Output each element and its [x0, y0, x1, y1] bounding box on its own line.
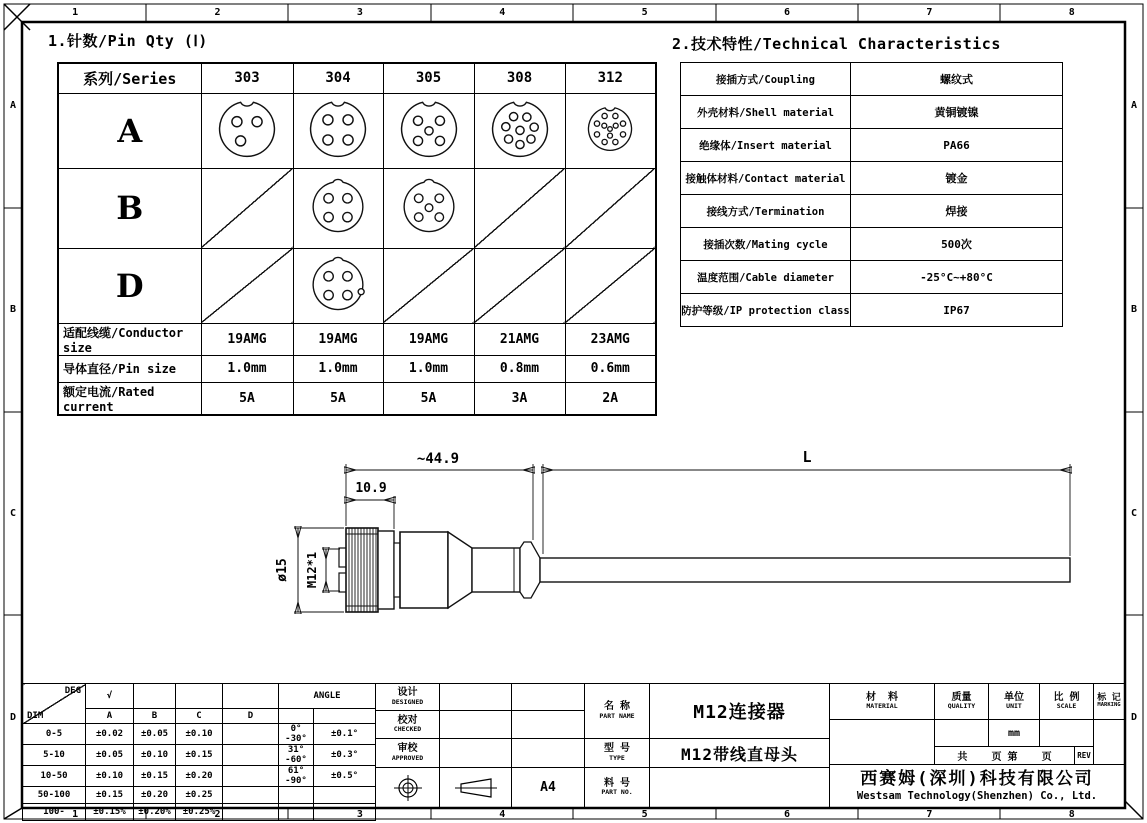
tol-value: ±0.15 [86, 787, 134, 804]
termination-value: 焊接 [851, 195, 1063, 228]
dim-thread-text: M12*1 [305, 551, 319, 589]
rated-current-308: 3A [474, 382, 565, 415]
unit-value: mm [988, 719, 1040, 747]
tol-value [223, 766, 279, 787]
angle-tol: ±0.5° [314, 766, 376, 787]
tol-range: 0-5 [23, 724, 86, 745]
empty-cell [279, 709, 314, 724]
technical-characteristics-table [680, 62, 1063, 327]
series-312: 312 [565, 63, 656, 93]
rated-current-303: 5A [201, 382, 293, 415]
conductor-size-304: 19AMG [293, 323, 383, 355]
checked-date [511, 710, 585, 739]
row-d-label: D [58, 248, 201, 323]
rated-current-312: 2A [565, 382, 656, 415]
dim-cable-length-text: L [802, 448, 812, 466]
tol-range: 10-50 [23, 766, 86, 787]
designed-label: 设计 DESIGNED [375, 683, 440, 711]
rated-current-304: 5A [293, 382, 383, 415]
connector-face-b5pin-icon [399, 176, 459, 236]
tol-value: ±0.10 [134, 745, 176, 766]
termination-label: 接线方式/Termination [681, 195, 851, 228]
tol-range: 100- [23, 804, 86, 821]
connector-face-3pin-icon [215, 97, 279, 161]
checked-signature [439, 710, 512, 739]
angle-tol [314, 787, 376, 804]
contact-material-value: 镀金 [851, 162, 1063, 195]
connector-face-4pin-icon [306, 97, 370, 161]
tol-col-d: D [223, 709, 279, 724]
angle-header: ANGLE [279, 684, 376, 709]
angle-range [279, 804, 314, 821]
tol-value [223, 745, 279, 766]
conductor-size-305: 19AMG [383, 323, 474, 355]
mating-cycle-label: 接插次数/Mating cycle [681, 228, 851, 261]
tol-range: 50-100 [23, 787, 86, 804]
empty-cell [474, 248, 565, 323]
unit-label: 单位 UNIT [988, 683, 1040, 720]
empty-cell [565, 168, 656, 248]
empty-cell [201, 248, 293, 323]
tol-value: ±0.25 [176, 787, 223, 804]
tol-col-b: B [134, 709, 176, 724]
company-name-en: Westsam Technology(Shenzhen) Co., Ltd. [856, 789, 1098, 802]
series-308: 308 [474, 63, 565, 93]
pin-size-303: 1.0mm [201, 355, 293, 382]
temperature-range-label: 温度范围/Cable diameter [681, 261, 851, 294]
shell-material-value: 黄铜镀镍 [851, 96, 1063, 129]
empty-cell [176, 684, 223, 709]
face-b-304 [293, 168, 383, 248]
ip-class-label: 防护等级/IP protection class [681, 294, 851, 327]
tol-value: ±0.05 [86, 745, 134, 766]
angle-range: 61° -90° [279, 766, 314, 787]
scale-value [1039, 719, 1094, 747]
connector-face-d4pin-icon [308, 254, 368, 314]
designed-signature [439, 683, 512, 711]
pin-size-304: 1.0mm [293, 355, 383, 382]
connector-face-8pin-icon [488, 97, 552, 161]
paper-size: A4 [511, 767, 585, 808]
tolerance-table [22, 683, 376, 821]
empty-cell [314, 709, 376, 724]
empty-cell [134, 684, 176, 709]
ip-class-value: IP67 [851, 294, 1063, 327]
rated-current-305: 5A [383, 382, 474, 415]
conductor-size-303: 19AMG [201, 323, 293, 355]
checked-label: 校对 CHECKED [375, 710, 440, 739]
approved-signature [439, 738, 512, 768]
tol-value: ±0.02 [86, 724, 134, 745]
scale-label: 比 例 SCALE [1039, 683, 1094, 720]
tol-value [223, 804, 279, 821]
angle-tol: ±0.1° [314, 724, 376, 745]
coupling-label: 接插方式/Coupling [681, 63, 851, 96]
rated-current-label: 额定电流/Rated current [58, 382, 201, 415]
face-b-305 [383, 168, 474, 248]
conductor-size-308: 21AMG [474, 323, 565, 355]
face-a-312 [565, 93, 656, 168]
shell-material-label: 外壳材料/Shell material [681, 96, 851, 129]
tol-value: ±0.25% [176, 804, 223, 821]
designed-date [511, 683, 585, 711]
insert-material-value: PA66 [851, 129, 1063, 162]
tol-value: ±0.10 [86, 766, 134, 787]
empty-cell [565, 248, 656, 323]
pin-qty-table [57, 62, 657, 416]
empty-cell [383, 248, 474, 323]
dim-overall-text: ~44.9 [416, 451, 460, 467]
conductor-size-label: 适配线缆/Conductor size [58, 323, 201, 355]
quality-value [934, 719, 989, 747]
zone-numbers-top: 1 2 3 4 5 6 7 8 [72, 7, 1075, 18]
type-label: 型 号 TYPE [584, 738, 650, 768]
series-304: 304 [293, 63, 383, 93]
part-name-label: 名 称 PART NAME [584, 683, 650, 739]
tol-col-c: C [176, 709, 223, 724]
tol-value [223, 787, 279, 804]
tol-value [223, 724, 279, 745]
face-a-305 [383, 93, 474, 168]
face-d-304 [293, 248, 383, 323]
tol-value: ±0.20 [176, 766, 223, 787]
section1-title: 1.针数/Pin Qty (Ⅰ) [48, 32, 208, 50]
mating-cycle-value: 500次 [851, 228, 1063, 261]
angle-range: 0° -30° [279, 724, 314, 745]
face-a-304 [293, 93, 383, 168]
pin-size-312: 0.6mm [565, 355, 656, 382]
tol-value: ±0.20% [134, 804, 176, 821]
row-b-label: B [58, 168, 201, 248]
material-value [829, 719, 935, 765]
material-label: 材 料 MATERIAL [829, 683, 935, 720]
first-angle-projection-icon [375, 767, 440, 808]
page-count: 共 页 第 页 [934, 746, 1075, 765]
temperature-range-value: -25°C~+80°C [851, 261, 1063, 294]
angle-tol: ±0.3° [314, 745, 376, 766]
contact-material-label: 接触体材料/Contact material [681, 162, 851, 195]
angle-range [279, 787, 314, 804]
pin-size-label: 导体直径/Pin size [58, 355, 201, 382]
series-305: 305 [383, 63, 474, 93]
tol-value: ±0.15 [176, 745, 223, 766]
company-name-zh: 西赛姆(深圳)科技有限公司 [860, 769, 1094, 790]
quality-label: 质量 QUALITY [934, 683, 989, 720]
series-header: 系列/Series [58, 63, 201, 93]
series-303: 303 [201, 63, 293, 93]
rev-label: REV [1074, 746, 1094, 765]
pin-size-305: 1.0mm [383, 355, 474, 382]
dim-nut-length-text: 10.9 [355, 481, 387, 496]
face-a-308 [474, 93, 565, 168]
tol-value: ±0.20 [134, 787, 176, 804]
type-value: M12带线直母头 [649, 738, 830, 768]
zone-letters-left: A B C D [9, 100, 17, 723]
tol-value: ±0.05 [134, 724, 176, 745]
surface-finish-symbol: √ [86, 684, 134, 709]
empty-cell [474, 168, 565, 248]
empty-cell [201, 168, 293, 248]
marking-label: 标 记 MARKING [1093, 683, 1125, 720]
approved-label: 审校 APPROVED [375, 738, 440, 768]
approved-date [511, 738, 585, 768]
part-no-label: 料 号 PART NO. [584, 767, 650, 808]
part-name-value: M12连接器 [649, 683, 830, 739]
dim-outer-diameter-text: ø15 [275, 558, 290, 582]
face-a-303 [201, 93, 293, 168]
tol-col-a: A [86, 709, 134, 724]
insert-material-label: 绝缘体/Insert material [681, 129, 851, 162]
section2-title: 2.技术特性/Technical Characteristics [672, 35, 1001, 53]
pin-size-308: 0.8mm [474, 355, 565, 382]
tol-value: ±0.10 [176, 724, 223, 745]
tol-range: 5-10 [23, 745, 86, 766]
zone-letters-right: A B C D [1130, 100, 1138, 723]
coupling-value: 螺纹式 [851, 63, 1063, 96]
connector-face-5pin-icon [397, 97, 461, 161]
marking-value [1093, 719, 1125, 765]
connector-face-12pin-icon [581, 100, 639, 158]
tol-value: ±0.15% [86, 804, 134, 821]
conductor-size-312: 23AMG [565, 323, 656, 355]
part-no-value [649, 767, 830, 808]
zone-numbers-bottom: 1 2 3 4 5 6 7 8 [72, 809, 1075, 820]
empty-cell [223, 684, 279, 709]
projection-cone-icon [439, 767, 512, 808]
angle-tol [314, 804, 376, 821]
tol-value: ±0.15 [134, 766, 176, 787]
deg-dim-corner: DEG DIM [23, 684, 86, 724]
connector-dimension-drawing [270, 430, 1080, 630]
connector-face-b4pin-icon [308, 176, 368, 236]
company-block [829, 764, 1125, 808]
angle-range: 31° -60° [279, 745, 314, 766]
row-a-label: A [58, 93, 201, 168]
